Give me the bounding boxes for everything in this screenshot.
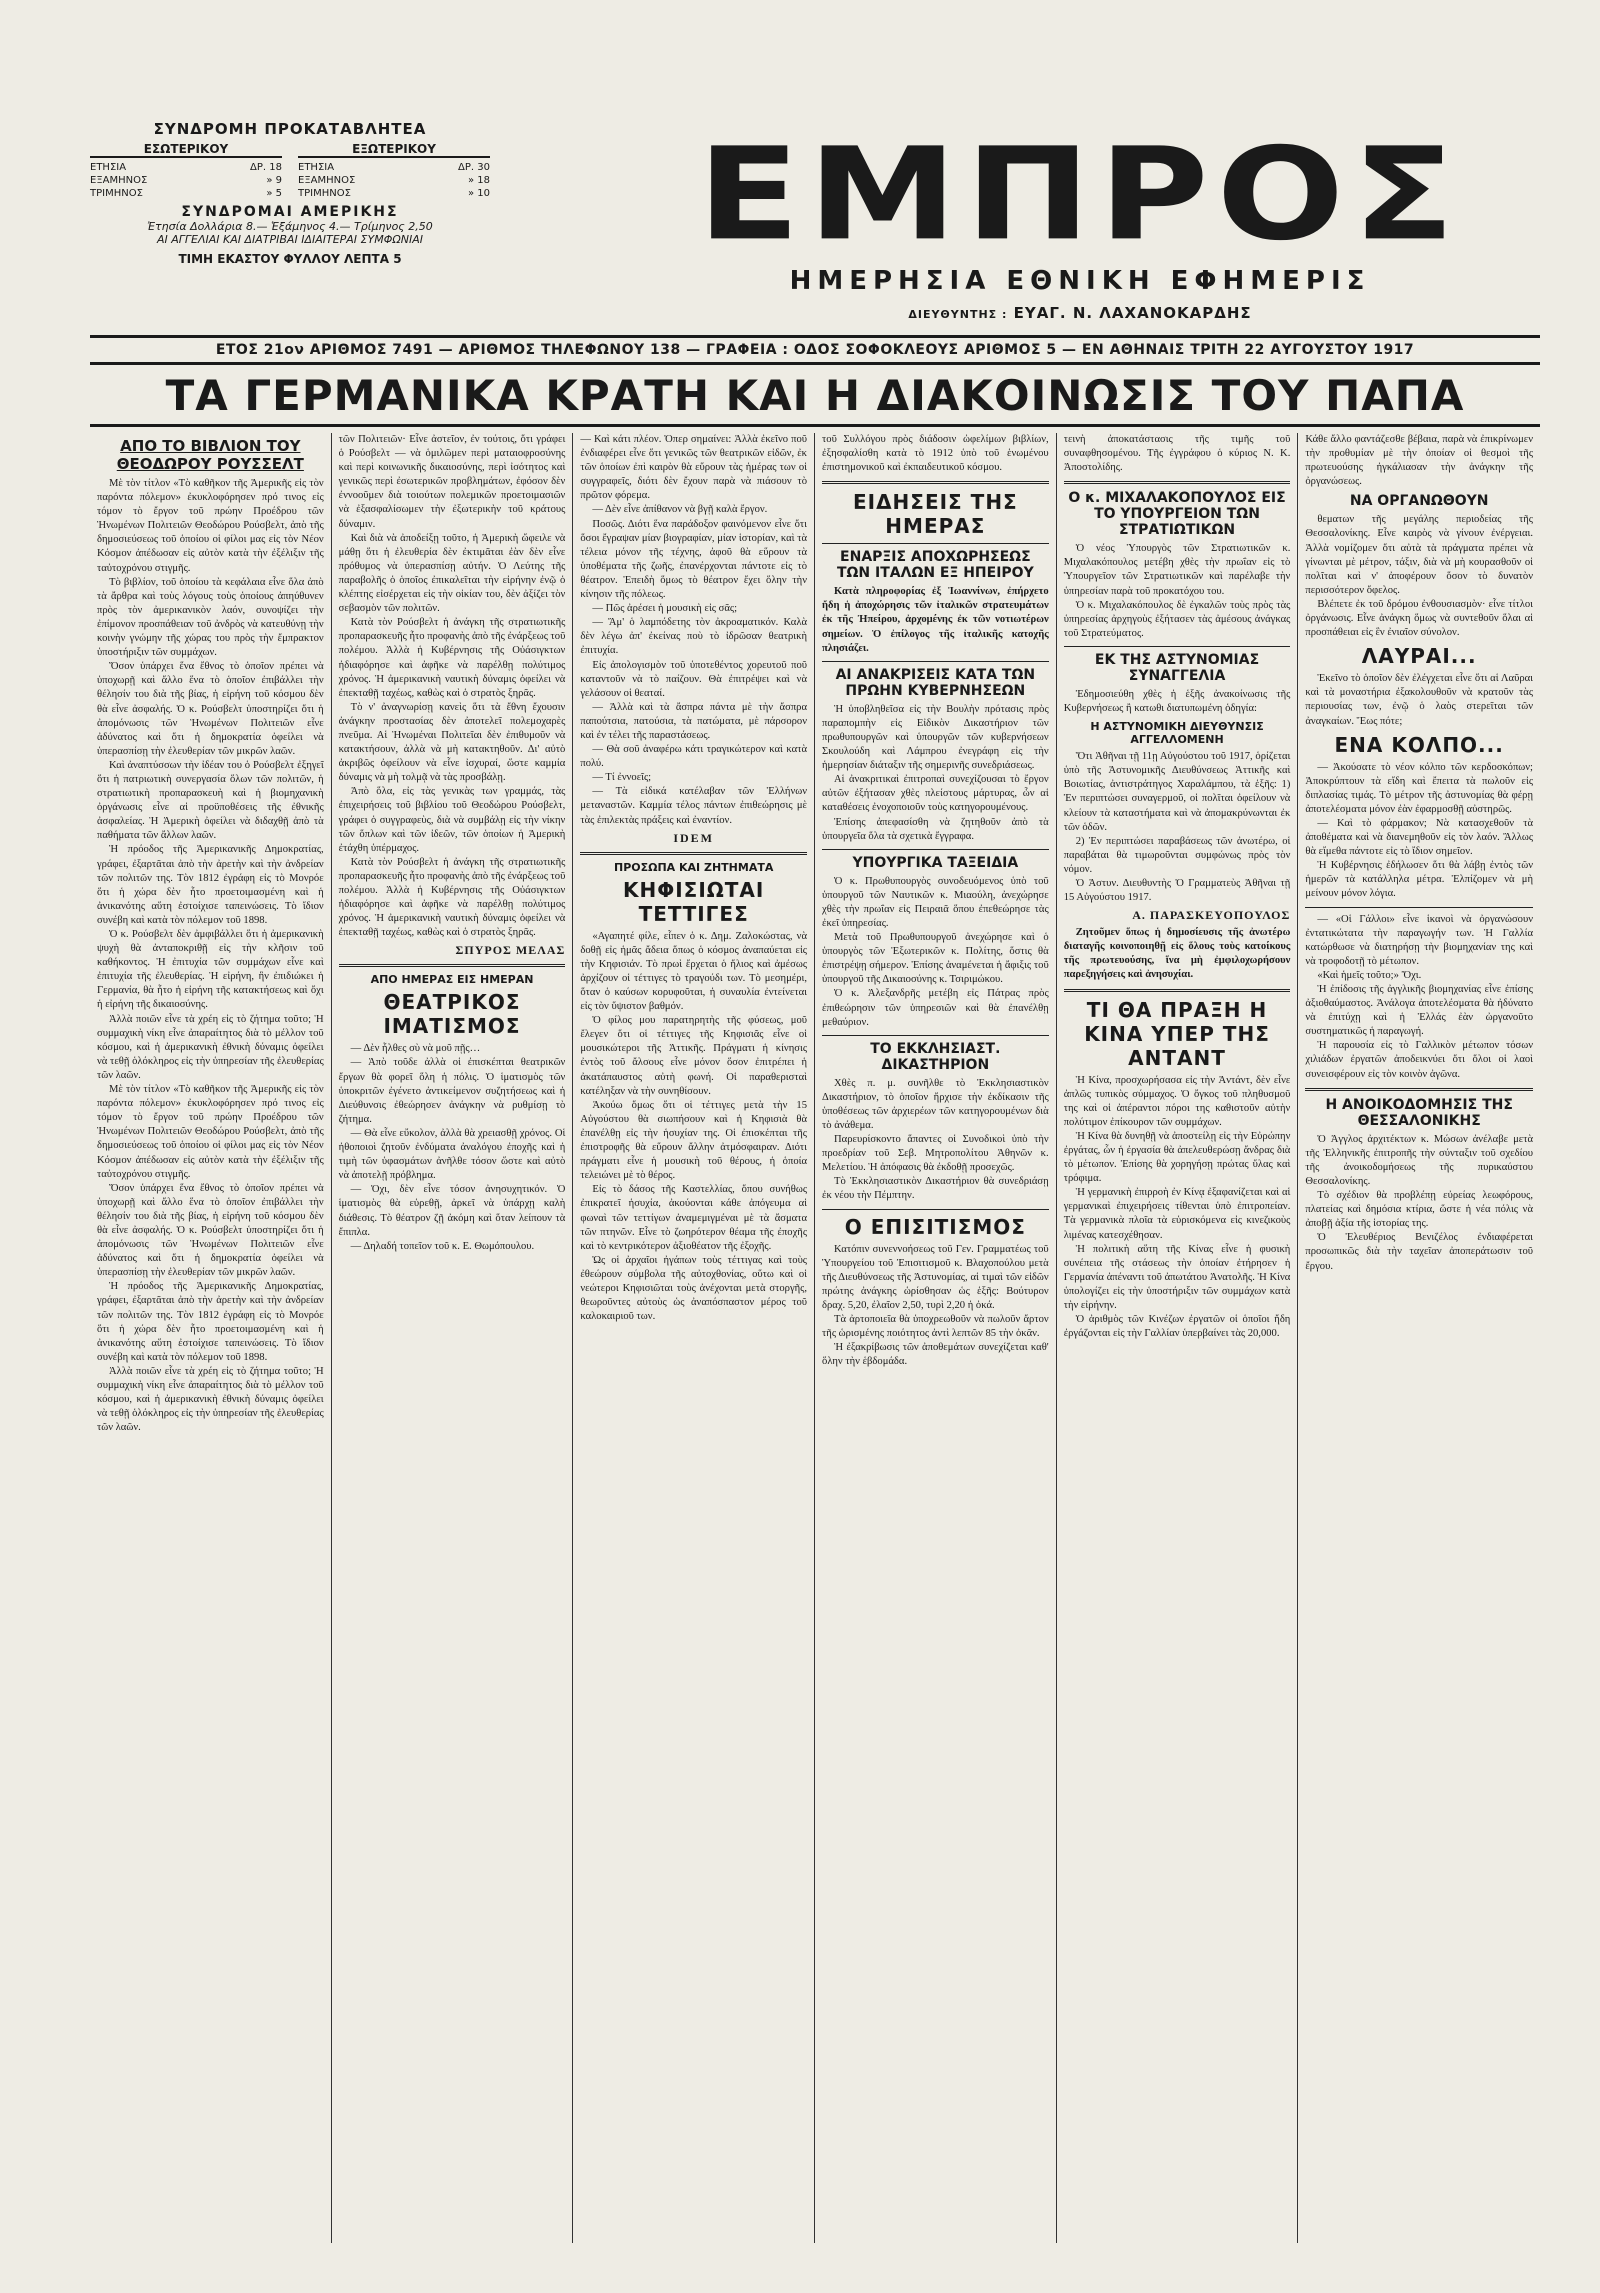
divider	[1064, 989, 1291, 992]
paragraph: Κατὰ τὸν Ρούσβελτ ἡ ἀνάγκη τῆς στρατιωτικῆς προπαρασκευῆς ἦτο προφανὴς ἀπὸ τῆς ἐνάρξεως τοῦ πολέμου. Ἀλλὰ ἡ Κυβέρνησις τῆς Οὐάσιγκτων ἠδιαφόρησε καὶ ἀφῆκε νὰ παρέλθῃ πολύτιμος χρόνος. Ἡ ἀμερικανικὴ ναυτικὴ δύναμις ὀφείλει νὰ ἐπεκταθῇ ταχέως, καθὼς καὶ ὁ στρατὸς ξηρᾶς.	[338, 617, 566, 699]
director-name: ΕΥΑΓ. Ν. ΛΑΧΑΝΟΚΑΡΔΗΣ	[1013, 304, 1252, 322]
issue-price: ΤΙΜΗ ΕΚΑΣΤΟΥ ΦΥΛΛΟΥ ΛΕΠΤΑ 5	[178, 252, 402, 266]
paragraph: Ἡ πρόοδος τῆς Ἀμερικανικῆς Δημοκρατίας, γράφει, ἐξαρτᾶται ἀπὸ τὴν ἀρετὴν καὶ τὴν ἀνδρείαν τῶν πολιτῶν της. Τὸν 1812 ἐγράφη εἰς τὸ Μονρόε ὅτι ἡ χώρα δὲν ἦτο προετοιμασμένη καὶ ἡ ἀνικανότης αὕτη ἐστοίχισε ταπεινώσεις. Τὸ ἴδιον συνέβη καὶ κατὰ τὸν πόλεμον τοῦ 1898.	[97, 844, 324, 926]
paragraph: τεινὴ ἀποκατάστασις τῆς τιμῆς τοῦ συναφθησομένου. Τῆς ἐγγράφου ὁ κύριος Ν. Κ. Ἀποστολίδης.	[1063, 434, 1291, 474]
paragraph: Ὁ νέος Ὑπουργὸς τῶν Στρατιωτικῶν κ. Μιχαλακόπουλος μετέβη χθὲς τὴν πρωΐαν εἰς τὸ Ὑπουργεῖον τῶν Στρατιωτικῶν καὶ παρέλαβε τὴν ὑπηρεσίαν παρὰ τοῦ προκατόχου του.	[1063, 543, 1291, 597]
section-label: ΑΠΟ ΗΜΕΡΑΣ ΕΙΣ ΗΜΕΡΑΝ	[370, 973, 534, 987]
america-title: ΣΥΝΔΡΟΜΑΙ ΑΜΕΡΙΚΗΣ	[181, 204, 399, 220]
paragraph: Ὁ Ἀστυν. Διευθυντὴς Ὁ Γραμματεὺς Ἀθῆναι τῇ 15 Αὐγούστου 1917.	[1063, 877, 1291, 904]
paragraph: Ἡ παρουσία εἰς τὸ Γαλλικὸν μέτωπον τόσων χιλιάδων ἐργατῶν ἀποδεικνύει ὅτι ὅλοι οἱ λαοὶ συνεισφέρουν εἰς τὸν κοινὸν ἀγῶνα.	[1305, 1040, 1534, 1080]
divider	[1305, 907, 1533, 908]
article-title: ΤΟ ΕΚΚΛΗΣΙΑΣΤ. ΔΙΚΑΣΤΗΡΙΟΝ	[870, 1040, 1001, 1073]
paragraph: — Θὰ σοῦ ἀναφέρω κάτι τραγικώτερον καὶ κατὰ πολύ.	[580, 744, 808, 770]
price-value: » 9	[266, 175, 282, 186]
divider	[339, 964, 566, 967]
article-title: Η ΑΝΟΙΚΟΔΟΜΗΣΙΣ ΤΗΣ ΘΕΣΣΑΛΟΝΙΚΗΣ	[1325, 1096, 1513, 1129]
column-2	[332, 433, 574, 2243]
paragraph: Κατόπιν συνεννοήσεως τοῦ Γεν. Γραμματέως τοῦ Ὑπουργείου τοῦ Ἐπισιτισμοῦ κ. Βλαχοπούλου μετὰ τῆς Διευθύνσεως τῆς Ἀστυνομίας, αἱ τιμαὶ τῶν εἰδῶν πρώτης ἀνάγκης ὡρίσθησαν ὡς ἑξῆς: Βούτυρον δραχ. 5,20, ἐλαῖον 2,50, τυρὶ 2,20 ἡ ὀκά.	[822, 1243, 1049, 1311]
paragraph: Ἀλλὰ ποιῶν εἶνε τὰ χρέη εἰς τὸ ζήτημα τοῦτο; Ἡ συμμαχικὴ νίκη εἶνε ἀπαραίτητος διὰ τὸ μέλλον τοῦ κόσμου, καὶ ἡ ἀμερικανικὴ ἐθνικὴ δύναμις ὀφείλει νὰ τεθῇ ὁλόκληρος εἰς τὴν ὑπηρεσίαν τῆς ἐλευθερίας τῶν λαῶν.	[97, 1365, 324, 1434]
price-label: ΕΤΗΣΙΑ	[298, 162, 335, 173]
article-title: ΘΕΑΤΡΙΚΟΣ ΙΜΑΤΙΣΜΟΣ	[383, 990, 521, 1039]
article-title: ΥΠΟΥΡΓΙΚΑ ΤΑΞΕΙΔΙΑ	[852, 854, 1019, 871]
paragraph: Καὶ ἀναπτύσσων τὴν ἰδέαν του ὁ Ρούσβελτ ἐξηγεῖ ὅτι ἡ πατριωτικὴ συνεργασία ὅλων τῶν πολιτῶν, ἡ στρατιωτικὴ προπαρασκευὴ καὶ ἡ βιομηχανικὴ ὀργάνωσις εἶνε αἱ προϋποθέσεις τῆς ἐθνικῆς ἀσφαλείας. Ἡ Ἀμερικὴ ὀφείλει νὰ διδαχθῇ ἀπὸ τὰ παθήματα τῶν ἄλλων λαῶν.	[97, 759, 324, 842]
divider	[1305, 1088, 1533, 1091]
paragraph: — Δηλαδή τοπεῖον τοῦ κ. Ε. Θωμόπουλου.	[350, 1240, 535, 1252]
price-value: » 10	[467, 188, 490, 199]
director-label: ΔΙΕΥΘΥΝΤΗΣ :	[908, 308, 1008, 321]
america-prices: Ἐτησία Δολλάρια 8.— Ἑξάμηνος 4.— Τρίμηνος 2,50	[147, 220, 433, 233]
paragraph: — Πῶς ἀρέσει ἡ μουσικὴ εἰς σᾶς;	[592, 603, 738, 615]
divider	[822, 1209, 1049, 1210]
divider	[1064, 646, 1291, 647]
paragraph: τῶν Πολιτειῶν· Εἶνε ἀστεῖον, ἐν τούτοις, ὅτι γράφει ὁ Ρούσβελτ — νὰ ὁμιλῶμεν περὶ ματαιοφροσύνης καὶ περὶ κοινωνικῆς δικαιοσύνης, περὶ ἰσότητος καὶ γενικῶς περὶ ἐσωτερικῶν προβλημάτων, ἐφόσον δὲν ἐννοοῦμεν διὰ τοιούτων πολεμικῶν προετοιμασιῶν νὰ ἐξασφαλίσωμεν τὴν ἐξωτερικὴν τοῦ κράτους δύναμιν.	[338, 434, 566, 530]
paragraph: Τὸ σχέδιον θὰ προβλέπῃ εὐρείας λεωφόρους, πλατείας καὶ δημόσια κτίρια, ὥστε ἡ νέα πόλις νὰ ἀποβῇ ἀξία τῆς ἱστορίας της.	[1305, 1190, 1534, 1230]
paragraph: Ἐπίσης ἀπεφασίσθη νὰ ζητηθοῦν ἀπὸ τὰ ὑπουργεῖα ὅλα τὰ σχετικὰ ἔγγραφα.	[822, 816, 1049, 842]
paragraph: Εἰς ἀπολογισμὸν τοῦ ὑποτεθέντος χορευτοῦ ποῦ καταντοῦν νὰ τὸ παίζουν. Θὰ ἐπιτρέψει καὶ νὰ γελάσουν οἱ θεαταί.	[580, 659, 808, 699]
article-title: ΛΑΥΡΑΙ...	[1361, 644, 1477, 669]
paragraph: θεματων τῆς μεγάλης περιοδείας τῆς Θεσσαλονίκης. Εἶνε καιρὸς νὰ γίνουν ἐνέργειαι. Ἀλλὰ νομίζομεν ὅτι αὐτὰ τὰ πράγματα πρέπει νὰ γίνωνται μὲ μέτρον, τάξιν, διὰ νὰ μὴ κουρασθοῦν οἱ πολῖται καὶ ν' ἀποφέρουν ὅσον τὸ δυνατὸν περισσότερον ὄφελος.	[1305, 514, 1534, 596]
article-title: ΚΗΦΙΣΙΩΤΑΙ ΤΕΤΤΙΓΕΣ	[623, 877, 765, 926]
divider	[822, 543, 1049, 544]
domestic-prices	[90, 142, 282, 200]
paragraph: — Καὶ κάτι πλέον. Ὁπερ σημαίνει: Ἀλλὰ ἐκεῖνο ποῦ ἐνδιαφέρει εἶνε ὅτι γενικῶς τῶν θεατρικῶν εἰδῶν, ἐκ τῶν ὁποίων ἐπὶ καιρὸν θὰ εὕρουν τὰς ἡμέρας των οἱ συγγραφεῖς, διότι δὲν ἔχουν παρὰ νὰ πιάσουν τὸ πρῶτον φόρεμα.	[580, 434, 808, 502]
price-label: ΕΞΑΜΗΝΟΣ	[90, 175, 148, 186]
paragraph: Ὅσον ὑπάρχει ἕνα ἔθνος τὸ ὁποῖον πρέπει νὰ ὑποχωρῇ καὶ ἄλλο ἕνα τὸ ὁποῖον ἐπιβάλλει τὴν θέλησίν του διὰ τῆς βίας, ἡ εἰρήνη τοῦ κόσμου δὲν θὰ εἶνε ἀσφαλής. Ὁ κ. Ρούσβελτ ὑποστηρίζει ὅτι ἡ ἀπομόνωσις τῶν Ἡνωμένων Πολιτειῶν εἶνε ἀδύνατος καὶ ὅτι ἡ δημοκρατία ὀφείλει νὰ ὑπερασπίσῃ τὴν ἐλευθερίαν τῶν μικρῶν λαῶν.	[97, 1182, 324, 1279]
paragraph: Ἡ ἐπίδοσις τῆς ἀγγλικῆς βιομηχανίας εἶνε ἐπίσης ἀξιοθαύμαστος. Ἀνάλογα ἀποτελέσματα θὰ ἠδύνατο νὰ ἐπιτύχῃ καὶ ἡ Ἑλλάς ἐὰν ὠργανοῦτο συστηματικῶς ἡ παραγωγή.	[1305, 984, 1534, 1038]
paragraph: Ὅτι Ἀθῆναι τῇ 11ῃ Αὐγούστου τοῦ 1917, ὁρίζεται ὑπὸ τῆς Ἀστυνομικῆς Διευθύνσεως Ἀττικῆς καὶ Βοιωτίας, ἀντιστράτηγος Χαραλάμπου, τὰ ἑξῆς: 1) Ἐν περιπτώσει συναγερμοῦ, οἱ πολῖται ὀφείλουν νὰ κλείουν τὰ καταστήματα καὶ νὰ ἀπομακρύνωνται ἐκ τῶν ὁδῶν.	[1063, 751, 1291, 833]
paragraph: Ἡ πολιτικὴ αὕτη τῆς Κίνας εἶνε ἡ φυσικὴ συνέπεια τῆς στάσεως τὴν ὁποίαν ἐτήρησεν ἡ Γερμανία ἀπέναντι τοῦ ἀπωτάτου Ἀνατολῆς. Ἡ Κίνα ὑπολογίζει εἰς τὴν ὑποστήριξιν τῶν συμμάχων κατὰ τὴν εἰρήνην.	[1063, 1243, 1291, 1312]
issue-info-bar: ΕΤΟΣ 21ον ΑΡΙΘΜΟΣ 7491 — ΑΡΙΘΜΟΣ ΤΗΛΕΦΩΝΟΥ 138 — ΓΡΑΦΕΙΑ : ΟΔΟΣ ΣΟΦΟΚΛΕΟΥΣ ΑΡΙΘΜΟΣ 5 — ΕΝ ΑΘΗΝΑΙΣ ΤΡΙΤΗ 22 ΑΥΓΟΥΣΤΟΥ 1917	[90, 335, 1540, 365]
paragraph: Ὁ φίλος μου παρατηρητὴς τῆς φύσεως, μοῦ ἔλεγεν ὅτι οἱ τέττιγες τῆς Κηφισιᾶς εἶνε οἱ μουσικώτεροι τῆς Ἀττικῆς. Πράγματι ἡ κίνησις ἐντὸς τοῦ ἄλσους εἶνε μόνον ὅσον ἐπιτρέπει ἡ ἀκατάπαυστος αὐτὴ φωνή. Οἱ παραθερισταὶ κατέληξαν νὰ τὴν συνηθίσουν.	[580, 1015, 808, 1097]
paragraph: Ὅσον ὑπάρχει ἕνα ἔθνος τὸ ὁποῖον πρέπει νὰ ὑποχωρῇ καὶ ἄλλο ἕνα τὸ ὁποῖον ἐπιβάλλει τὴν θέλησίν του διὰ τῆς βίας, ἡ εἰρήνη τοῦ κόσμου δὲν θὰ εἶνε ἀσφαλής. Ὁ κ. Ρούσβελτ ὑποστηρίζει ὅτι ἡ ἀπομόνωσις τῶν Ἡνωμένων Πολιτειῶν εἶνε ἀδύνατος καὶ ὅτι ἡ δημοκρατία ὀφείλει νὰ ὑπερασπίσῃ τὴν ἐλευθερίαν τῶν μικρῶν λαῶν.	[97, 661, 324, 757]
domestic-header: ΕΣΩΤΕΡΙΚΟΥ	[90, 142, 282, 158]
main-headline: ΤΑ ΓΕΡΜΑΝΙΚΑ ΚΡΑΤΗ ΚΑΙ Η ΔΙΑΚΟΙΝΩΣΙΣ ΤΟΥ ΠΑΠΑ	[90, 365, 1540, 427]
paragraph: Καὶ διὰ νὰ ἀποδείξῃ τοῦτο, ἡ Ἀμερικὴ ὤφειλε νὰ μάθῃ ὅτι ἡ ἐλευθερία δὲν ἐκτιμᾶται ἐὰν δὲν εἶνε πρόθυμος νὰ ὑπερασπίσῃ αὐτήν. Ὁ Λεύτης τῆς παραβολῆς ὁ ὁποῖος ἐπικαλεῖται τὴν εἰρήνην ἐνῷ ὁ κλέπτης εἰσέρχεται εἰς τὴν οἰκίαν του, δὲν ἀξίζει τὸν σεβασμὸν τῶν πολιτῶν.	[338, 532, 566, 615]
price-label: ΕΤΗΣΙΑ	[90, 162, 127, 173]
paragraph: — Τί ἐννοεῖς;	[592, 772, 652, 784]
subscription-title: ΣΥΝΔΡΟΜΗ ΠΡΟΚΑΤΑΒΛΗΤΕΑ	[153, 120, 427, 138]
paragraph: Ὁ κ. Ἀλεξανδρῆς μετέβη εἰς Πάτρας πρὸς ἐπιθεώρησιν τῶν ὑπηρεσιῶν καὶ θὰ ἐπανέλθῃ μεθαύριον.	[822, 988, 1049, 1028]
paragraph: «Αγαπητέ φίλε, εἶπεν ὁ κ. Δημ. Ζαλοκώστας, νὰ δοθῇ εἰς ἡμᾶς ἄδεια ὅπως ὁ κόσμος ἀναπαύεται εἰς τὴν Κηφισιάν. Τὸ πρωὶ ἔρχεται ὁ ἥλιος καὶ ἀμέσως ἀρχίζουν οἱ τέττιγες τὸ τραγούδι των. Τὸ μεσημέρι, ὅταν ὁ καύσων κορυφοῦται, ἡ συναυλία ἐντείνεται εἰς τὸν ὕψιστον βαθμόν.	[580, 930, 808, 1013]
paragraph: Τὸ Ἐκκλησιαστικὸν Δικαστήριον θὰ συνεδριάσῃ ἐκ νέου τὴν Πέμπτην.	[822, 1176, 1049, 1202]
paragraph: — Θὰ εἶνε εὔκολον, ἀλλὰ θὰ χρειασθῇ χρόνος. Οἱ ἠθοποιοὶ ζητοῦν ἐνδύματα ἀναλόγου ἐποχῆς καὶ ἡ τιμὴ τῶν ὑφασμάτων ἀνῆλθε τόσον ὥστε καὶ αὐτὸ νὰ ἀποτελῇ πρόβλημα.	[338, 1127, 566, 1182]
column-6	[1298, 433, 1540, 2243]
paragraph: Ὁ κ. Ρούσβελτ δὲν ἀμφιβάλλει ὅτι ἡ ἀμερικανικὴ ψυχὴ θὰ ἀνταποκριθῇ εἰς τὴν κλῆσιν τοῦ καθήκοντος. Ἡ ἐπιτυχία τῶν συμμάχων εἶνε καὶ ἐπιτυχία τῆς ἐλευθερίας. Ἡ εἰρήνη, ἣν ἐπιδιώκει ἡ Γερμανία, θὰ ἦτο ἡ εἰρήνη τῆς κατακτήσεως καὶ ὄχι ἡ εἰρήνη τῆς δικαιοσύνης.	[97, 929, 324, 1011]
paragraph: Ἀκούω ὅμως ὅτι οἱ τέττιγες μετὰ τὴν 15 Αὐγούστου θὰ σιωπήσουν καὶ ἡ Κηφισιὰ θὰ ἐπανέλθῃ εἰς τὴν ἡσυχίαν της. Οἱ ἐπισκέπται τῆς ἐπιστροφῆς θὰ εὕρουν ἄλλην ἀτμόσφαιραν. Διότι πράγματι εἶνε ἡ μουσικὴ τοῦ θέρους, ἡ ὁποία τελειώνει μὲ τὸ θέρος.	[580, 1099, 808, 1182]
paragraph: Μὲ τὸν τίτλον «Τὸ καθῆκον τῆς Ἀμερικῆς εἰς τὸν παρόντα πόλεμον» ἐκυκλοφόρησεν πρό τινος εἰς τόμον τὸ ἔργον τοῦ πρώην Προέδρου τῶν Ἡνωμένων Πολιτειῶν Θεοδώρου Ρούσβελτ, ἀπὸ τῆς δημοσιεύσεως τοῦ ὁποίου οἱ φίλοι μας εἰς τὸν Νέον Κόσμον ἀπέδωσαν εἰς αὐτὸν κατὰ τὴν ἐξέλιξιν τῆς ταὐτοχρόνου στιγμῆς.	[97, 1084, 324, 1180]
column-4	[815, 433, 1057, 2243]
paragraph: Ἡ ἐξακρίβωσις τῶν ἀποθεμάτων συνεχίζεται καθ' ὅλην τὴν ἑβδομάδα.	[822, 1342, 1049, 1368]
paragraph: — Ὀχι, δὲν εἶνε τόσον ἀνησυχητικόν. Ὁ ἱματισμὸς θὰ εὑρεθῇ, ἀρκεῖ νὰ ὑπάρχῃ καλὴ διάθεσις. Τὸ θέατρον ζῇ ἀκόμη καὶ ὅταν λείπουν τὰ ἔπιπλα.	[338, 1184, 566, 1238]
article-title: Ο ΕΠΙΣΙΤΙΣΜΟΣ	[844, 1214, 1026, 1239]
paragraph: — «Οἱ Γάλλοι» εἶνε ἱκανοὶ νὰ ὀργανώσουν ἐντατικώτατα τὴν παραγωγήν των. Ἡ Γαλλία κατώρθωσε νὰ διατηρήσῃ τὴν βιομηχανίαν της καὶ νὰ τροφοδοτῇ τὸ μέτωπον.	[1305, 913, 1534, 967]
author-signature: ΣΠΥΡΟΣ ΜΕΛΑΣ	[455, 943, 566, 958]
paragraph: Ἡ Κίνα, προσχωρήσασα εἰς τὴν Ἀντάντ, δὲν εἶνε ἀπλῶς τυπικὸς σύμμαχος. Ὁ ὄγκος τοῦ πληθυσμοῦ της καὶ οἱ ἀπέραντοι πόροι της καθιστοῦν αὐτὴν πολύτιμον ἐπίκουρον τῶν συμμάχων.	[1063, 1074, 1291, 1128]
paragraph: Βλέπετε ἐκ τοῦ δρόμου ἐνθουσιασμὸν· εἶνε τίτλοι ὀργάνωσις. Εἶνε ἀνάγκη ὅμως νὰ συντεθοῦν ὅλαι αἱ προσπάθειαι εἰς ἓν ἐνιαῖον σύνολον.	[1305, 598, 1534, 639]
paragraph: Ζητοῦμεν ὅπως ἡ δημοσίευσις τῆς ἀνωτέρω διαταγῆς κοινοποιηθῇ εἰς ὅλους τοὺς κατοίκους τῆς πρωτευούσης, ἵνα μὴ ἐμφιλοχωρήσουν παρεξηγήσεις καὶ ἀνησυχίαι.	[1063, 927, 1291, 981]
article-title: ΕΝΑ ΚΟΛΠΟ...	[1334, 732, 1504, 757]
divider	[1064, 481, 1291, 484]
notice-heading: Η ΑΣΤΥΝΟΜΙΚΗ ΔΙΕΥΘΥΝΣΙΣ ΑΓΓΕΛΛΟΜΕΝΗ	[1090, 720, 1264, 747]
paragraph: — Δὲν εἶνε ἀπίθανον νὰ βγῇ καλὰ ἔργον.	[592, 504, 768, 516]
paragraph: Τὸ βιβλίον, τοῦ ὁποίου τὰ κεφάλαια εἶνε ὅλα ἀπὸ τὰ ἄρθρα καὶ τοὺς λόγους τοὺς ὁποίους ἀπηύθυνεν πρὸς τὸν ἀμερικανικὸν λαόν, συνοψίζει τὴν ἐπίμονον προσπάθειαν τοῦ ἀνδρὸς νὰ κατευθύνῃ τὴν κοινὴν γνώμην τῆς χώρας του πρὸς τὴν ἔμπρακτον ὑποστήριξιν τῶν συμμάχων.	[97, 576, 324, 659]
paragraph: Ποσῶς. Διότι ἕνα παράδοξον φαινόμενον εἶνε ὅτι ὅσοι ἔγραψαν μίαν βιογραφίαν, μίαν ἱστορίαν, καὶ τὰ τέλεια μόνον τῆς τέχνης, ἀφοῦ θὰ εὕρουν τὰ ὑποθέματα τῆς ζωῆς, ἐπανέρχονται πάντοτε εἰς τὸ θέατρον. Ἐπειδὴ ὅμως τὸ θέατρον ἔχει ὅλην τὴν κίνησιν τῆς πόλεως.	[580, 518, 808, 601]
column-5	[1057, 433, 1299, 2243]
paragraph: Ὡς οἱ ἀρχαῖοι ἠγάπων τοὺς τέττιγας καὶ τοὺς ἐθεώρουν σύμβολα τῆς αὐτοχθονίας, οὕτω καὶ οἱ νεώτεροι Κηφισιῶται τοὺς ἀνέχονται μετὰ στοργῆς, θεωροῦντες αὐτοὺς ὡς ἀναπόσπαστον μέρος τοῦ καλοκαιριοῦ των.	[580, 1254, 808, 1323]
price-value: ΔΡ. 18	[250, 162, 282, 173]
brand-block	[650, 121, 1510, 322]
paragraph: Κατὰ πληροφορίας ἐξ Ἰωαννίνων, ἐπήρχετο ἤδη ἡ ἀποχώρησις τῶν ἰταλικῶν στρατευμάτων ἐκ τῆς Ἠπείρου, ἀρχομένης ἐκ τῶν νοτιωτέρων σημείων. Ὁ ἐπίλογος τῆς ἰταλικῆς κατοχῆς πλησιάζει.	[822, 586, 1049, 654]
paragraph: — Δὲν ἦλθες σὺ νὰ μοῦ πῇς…	[350, 1043, 481, 1055]
paragraph: Ἡ Κίνα θὰ δυνηθῇ νὰ ἀποστείλῃ εἰς τὴν Εὐρώπην ἐργάτας, ὧν ἡ ἐργασία θὰ ἀπελευθερώσῃ ἄνδρας διὰ τὸ μέτωπον. Ἐπίσης θὰ χορηγήσῃ πρώτας ὕλας καὶ τρόφιμα.	[1063, 1130, 1291, 1185]
paragraph: 2) Ἐν περιπτώσει παραβάσεως τῶν ἀνωτέρω, οἱ παραβάται θὰ τιμωροῦνται συμφώνως πρὸς τὸν νόμον.	[1063, 835, 1291, 875]
paragraph: Εἰς τὸ δάσος τῆς Καστελλίας, ὅπου συνήθως ἐπικρατεῖ ἡσυχία, ἀκούονται κάθε ἀπόγευμα αἱ φωναὶ τῶν τεττίγων ἀναμεμιγμέναι μὲ τὰ ἄσματα τῶν πτηνῶν. Εἶνε τὸ ζωηρότερον θέαμα τῆς ἐποχῆς καὶ τὸ κεντρικότερον ἀξιοθέατον τῆς ἐξοχῆς.	[580, 1184, 808, 1252]
article-title: ΝΑ ΟΡΓΑΝΩΘΟΥΝ	[1349, 493, 1489, 510]
newspaper-logo: ΕΜΠΡΟΣ	[697, 121, 1463, 269]
paragraph: — Ἀκούσατε τὸ νέον κόλπο τῶν κερδοσκόπων; Ἀποκρύπτουν τὰ εἴδη καὶ ἔπειτα τὰ πωλοῦν εἰς διπλασίας τιμάς. Τὸ μέτρον τῆς ἀστυνομίας θὰ φέρῃ ἀποτελέσματα μόνον ἐὰν ἐφαρμοσθῇ αὐστηρῶς.	[1305, 761, 1534, 815]
paragraph: Τὰ ἀρτοποιεῖα θὰ ὑποχρεωθοῦν νὰ πωλοῦν ἄρτον τῆς ὡρισμένης ποιότητος ἀντὶ λεπτῶν 85 τὴν ὀκᾶν.	[822, 1314, 1049, 1340]
price-value: » 5	[266, 188, 282, 199]
article-title: ΑΠΟ ΤΟ ΒΙΒΛΙΟΝ ΤΟΥ ΘΕΟΔΩΡΟΥ ΡΟΥΣΣΕΛΤ	[116, 437, 304, 473]
foreign-header: ΕΞΩΤΕΡΙΚΟΥ	[298, 142, 490, 158]
paragraph: — Τὰ εἰδικά κατέλαβαν τῶν Ἑλλήνων μεταναστῶν. Καμμία τέλος πάντων ἐπιθεώρησις μὲ τὰς ἐπιλεκτὰς πράξεις καὶ ἐναντίον.	[580, 786, 808, 826]
article-title: ΑΙ ΑΝΑΚΡΙΣΕΙΣ ΚΑΤΑ ΤΩΝ ΠΡΩΗΝ ΚΥΒΕΡΝΗΣΕΩΝ	[835, 666, 1036, 699]
price-label: ΤΡΙΜΗΝΟΣ	[298, 188, 351, 199]
column-3	[573, 433, 815, 2243]
paragraph: — Ἀπὸ τοῦδε ἀλλὰ οἱ ἐπισκέπται θεατρικῶν ἔργων θὰ φορεῖ ὅλη ἡ πόλις. Ὁ ἱματισμὸς τῶν ὑποκριτῶν ἐγένετο ἀντικείμενον συζητήσεως καὶ ἡ Διεύθυνσις ἐθεώρησεν ἀνάγκην νὰ ρυθμίσῃ τὸ ζήτημα.	[338, 1057, 566, 1125]
paragraph: Κάθε ἄλλο φαντάζεσθε βέβαια, παρὰ νὰ ἐπικρίνωμεν τὴν προθυμίαν μὲ τὴν ὁποίαν οἱ θεσμοὶ τῆς πρωτευούσης ἠγκάλιασαν τὴν ἀνάγκην τῆς ὀργανώσεως.	[1305, 434, 1534, 488]
paragraph: Ὁ κ. Πρωθυπουργὸς συνοδευόμενος ὑπὸ τοῦ ὑπουργοῦ τῶν Ναυτικῶν κ. Μιαούλη, ἀνεχώρησε χθὲς τὴν πρωΐαν εἰς Πειραιᾶ ὅπου ἐπεθεώρησε τὰς ἐκεῖ ὑπηρεσίας.	[822, 875, 1049, 929]
paragraph: Ὁ Ἀγγλος ἀρχιτέκτων κ. Μώσων ἀνέλαβε μετὰ τῆς Ἑλληνικῆς ἐπιτροπῆς τὴν σύνταξιν τοῦ σχεδίου τῆς ἀνοικοδομήσεως τῆς πυρικαύστου Θεσσαλονίκης.	[1305, 1133, 1534, 1187]
divider	[580, 852, 807, 855]
paragraph: Μετὰ τοῦ Πρωθυπουργοῦ ἀνεχώρησε καὶ ὁ ὑπουργὸς τῶν Ἐξωτερικῶν κ. Πολίτης, ὅστις θὰ ἐπιστρέψῃ σήμερον. Ἐπίσης ἀναμένεται ἡ ἄφιξις τοῦ ὑπουργοῦ τῆς Δικαιοσύνης κ. Τσιριμώκου.	[822, 932, 1049, 986]
author-signature: Α. ΠΑΡΑΣΚΕΥΟΠΟΥΛΟΣ	[1132, 908, 1291, 923]
paragraph: τοῦ Συλλόγου πρὸς διάδοσιν ὠφελίμων βιβλίων, ἐξησφαλίσθη κατὰ τὸ 1912 ὑπὸ τοῦ ἑνωμένου ἐπιστημονικοῦ καὶ ἐκπαιδευτικοῦ κόσμου.	[822, 434, 1049, 474]
paragraph: Κατὰ τὸν Ρούσβελτ ἡ ἀνάγκη τῆς στρατιωτικῆς προπαρασκευῆς ἦτο προφανὴς ἀπὸ τῆς ἐνάρξεως τοῦ πολέμου. Ἀλλὰ ἡ Κυβέρνησις τῆς Οὐάσιγκτων ἠδιαφόρησε καὶ ἀφῆκε νὰ παρέλθῃ πολύτιμος χρόνος. Ἡ ἀμερικανικὴ ναυτικὴ δύναμις ὀφείλει νὰ ἐπεκταθῇ ταχέως, καθὼς καὶ ὁ στρατὸς ξηρᾶς.	[338, 856, 566, 939]
director-line	[650, 304, 1510, 322]
paragraph: Ἡ γερμανικὴ ἐπιρροὴ ἐν Κίνᾳ ἐξαφανίζεται καὶ αἱ γερμανικαὶ ἐπιχειρήσεις τίθενται ὑπὸ ἐπιτροπείαν. Τὰ γερμανικὰ πλοῖα τὰ εὑρισκόμενα εἰς κινεζικοὺς λιμένας κατεσχέθησαν.	[1063, 1187, 1291, 1241]
article-title: ΤΙ ΘΑ ΠΡΑΞΗ Η ΚΙΝΑ ΥΠΕΡ ΤΗΣ ΑΝΤΑΝΤ	[1084, 997, 1270, 1070]
paragraph: — Ἀλλὰ καὶ τὰ ἄσπρα πάντα μὲ τὴν ἄσπρα παπούτσια, πατούσια, τὰ πατώματα, μὲ πάρσορον καὶ ἐν τέλει τῆς παραστάσεως.	[580, 701, 808, 741]
section-label: ΠΡΟΣΩΠΑ ΚΑΙ ΖΗΤΗΜΑΤΑ	[613, 860, 774, 874]
divider	[822, 849, 1049, 850]
ads-line: ΑΙ ΑΓΓΕΛΙΑΙ ΚΑΙ ΔΙΑΤΡΙΒΑΙ ΙΔΙΑΙΤΕΡΑΙ ΣΥΜΦΩΝΙΑΙ	[156, 233, 424, 246]
price-value: » 18	[467, 175, 490, 186]
price-label: ΕΞΑΜΗΝΟΣ	[298, 175, 356, 186]
paragraph: Ἡ πρόοδος τῆς Ἀμερικανικῆς Δημοκρατίας, γράφει, ἐξαρτᾶται ἀπὸ τὴν ἀρετὴν καὶ τὴν ἀνδρείαν τῶν πολιτῶν της. Τὸν 1812 ἐγράφη εἰς τὸ Μονρόε ὅτι ἡ χώρα δὲν ἦτο προετοιμασμένη καὶ ἡ ἀνικανότης αὕτη ἐστοίχισε ταπεινώσεις. Τὸ ἴδιον συνέβη καὶ κατὰ τὸν πόλεμον τοῦ 1898.	[97, 1281, 324, 1363]
paragraph: Παρευρίσκοντο ἅπαντες οἱ Συνοδικοὶ ὑπὸ τὴν προεδρίαν τοῦ Σεβ. Μητροπολίτου Ἀθηνῶν κ. Μελετίου. Ἡ ἀπόφασις θὰ ἐκδοθῇ προσεχῶς.	[822, 1134, 1049, 1174]
paragraph: Ἡ Κυβέρνησις ἐδήλωσεν ὅτι θὰ λάβῃ ἐντὸς τῶν ἡμερῶν τὰ κατάλληλα μέτρα. Ἐλπίζομεν νὰ μὴ μείνουν μόνον λόγια.	[1305, 860, 1534, 900]
price-value: ΔΡ. 30	[458, 162, 490, 173]
price-label: ΤΡΙΜΗΝΟΣ	[90, 188, 143, 199]
paragraph: Ἀλλὰ ποιῶν εἶνε τὰ χρέη εἰς τὸ ζήτημα τοῦτο; Ἡ συμμαχικὴ νίκη εἶνε ἀπαραίτητος διὰ τὸ μέλλον τοῦ κόσμου, καὶ ἡ ἀμερικανικὴ ἐθνικὴ δύναμις ὀφείλει νὰ τεθῇ ὁλόκληρος εἰς τὴν ὑπηρεσίαν τῆς ἐλευθερίας τῶν λαῶν.	[97, 1013, 324, 1081]
article-columns	[90, 433, 1540, 2243]
article-title: ΕΝΑΡΞΙΣ ΑΠΟΧΩΡΗΣΕΩΣ ΤΩΝ ΙΤΑΛΩΝ ΕΞ ΗΠΕΙΡΟΥ	[836, 549, 1034, 582]
column-1	[90, 433, 332, 2243]
article-title: ΕΚ ΤΗΣ ΑΣΤΥΝΟΜΙΑΣ ΣΥΝΑΓΓΕΛΙΑ	[1094, 651, 1260, 684]
paragraph: Ὁ ἀριθμὸς τῶν Κινέζων ἐργατῶν οἱ ὁποῖοι ἤδη ἐργάζονται εἰς τὴν Γαλλίαν ὑπερβαίνει τὰς 20,000.	[1063, 1314, 1291, 1340]
paragraph: Τὸ ν' ἀναγνωρίσῃ κανεὶς ὅτι τὰ ἔθνη ἔχουσιν ἀνάγκην προστασίας δὲν ἀποτελεῖ πολεμοχαρὲς πνεῦμα. Αἱ Ἡνωμέναι Πολιτεῖαι δὲν ἐπιθυμοῦν νὰ κατακτήσουν, ἀλλὰ νὰ μὴ κατακτηθοῦν. Δι' αὐτὸ ἀκριβῶς ὀφείλουν νὰ εἶνε ἰσχυραί, ὥστε καμμία δύναμις νὰ μὴ τολμᾷ νὰ τὰς προσβάλῃ.	[338, 701, 566, 784]
paragraph: Ἐδημοσιεύθη χθὲς ἡ ἑξῆς ἀνακοίνωσις τῆς Κυβερνήσεως ἢ κατωθι διατυπωμένη ὁδηγία:	[1063, 688, 1291, 715]
section-title: ΕΙΔΗΣΕΙΣ ΤΗΣ ΗΜΕΡΑΣ	[852, 490, 1018, 539]
paragraph: Μὲ τὸν τίτλον «Τὸ καθῆκον τῆς Ἀμερικῆς εἰς τὸν παρόντα πόλεμον» ἐκυκλοφόρησεν πρό τινος εἰς τόμον τὸ ἔργον τοῦ πρώην Προέδρου τῶν Ἡνωμένων Πολιτειῶν Θεοδώρου Ρούσβελτ, ἀπὸ τῆς δημοσιεύσεως τοῦ ὁποίου οἱ φίλοι μας εἰς τὸν Νέον Κόσμον ἀπέδωσαν εἰς αὐτὸν κατὰ τὴν ἐξέλιξιν τῆς ταὐτοχρόνου στιγμῆς.	[97, 478, 324, 574]
author-signature: IDEM	[673, 830, 715, 845]
paragraph: Ἀπὸ ὅλα, εἰς τὰς γενικὰς των γραμμάς, τὰς ἐπιχειρήσεις τοῦ βιβλίου τοῦ Θεοδώρου Ρούσβελτ, γράφει ὁ συγγραφεὺς, διὰ νὰ συμβάλῃ εἰς τὴν νίκην τῶν ὅπλων καὶ τῶν ἰδεῶν, τῶν ὁποίων ἡ Ἀμερικὴ ἐτάχθη ὑπέρμαχος.	[338, 786, 566, 854]
foreign-prices	[298, 142, 490, 200]
paragraph: Ἐκεῖνο τὸ ὁποῖον δὲν ἐλέγχεται εἶνε ὅτι αἱ Λαῦραι καὶ τὰ μοναστήρια ἐξακολουθοῦν νὰ κρατοῦν τὰς περιουσίας των, ἐνῷ ὁ λαὸς στερεῖται τῶν ἀναγκαίων. Ἕως πότε;	[1305, 673, 1534, 727]
paragraph: Αἱ ἀνακριτικαὶ ἐπιτροπαὶ συνεχίζουσαι τὸ ἔργον αὐτῶν ἐξήτασαν χθὲς πλείστους μάρτυρας, ὧν αἱ καταθέσεις ἐνοχοποιοῦν τοὺς κατηγορουμένους.	[822, 774, 1049, 814]
divider	[822, 1035, 1049, 1036]
divider	[822, 481, 1049, 484]
masthead	[90, 90, 1540, 325]
paragraph: — Καὶ τὸ φάρμακον; Νὰ κατασχεθοῦν τὰ ἀποθέματα καὶ νὰ διανεμηθοῦν εἰς τὸν λαόν. Ἄλλως θὰ εἴμεθα πάντοτε εἰς τὸ ἴδιον σημεῖον.	[1305, 817, 1534, 858]
paragraph: Ὁ Ἐλευθέριος Βενιζέλος ἐνδιαφέρεται προσωπικῶς διὰ τὴν ταχεῖαν ἀποπεράτωσιν τοῦ ἔργου.	[1305, 1232, 1534, 1272]
paragraph: «Καὶ ἡμεῖς τοῦτο;» Ὄχι.	[1317, 969, 1422, 981]
article-title: Ο κ. ΜΙΧΑΛΑΚΟΠΟΥΛΟΣ ΕΙΣ ΤΟ ΥΠΟΥΡΓΕΙΟΝ ΤΩΝ ΣΤΡΑΤΙΩΤΙΚΩΝ	[1068, 490, 1286, 539]
divider	[822, 661, 1049, 662]
newspaper-subtitle: ΗΜΕΡΗΣΙΑ ΕΘΝΙΚΗ ΕΦΗΜΕΡΙΣ	[789, 266, 1371, 296]
paragraph: — Ἄμ' ὁ λαμπόδετης τὸν ἀκροαματικόν. Καλὰ δὲν λέγω ἀπ' ἐκείνας ποὺ τὸ ἰδρῶσαν θεατρικὴ ἐπιτυχία.	[580, 617, 808, 657]
paragraph: Χθὲς π. μ. συνῆλθε τὸ Ἐκκλησιαστικὸν Δικαστήριον, τὸ ὁποῖον ἤρχισε τὴν ἐκδίκασιν τῆς ὑποθέσεως τῶν ἀρχιερέων τῶν κατηγορουμένων διὰ τὸ ἀνάθεμα.	[822, 1077, 1049, 1131]
paragraph: Ἡ ὑποβληθεῖσα εἰς τὴν Βουλὴν πρότασις πρὸς παραπομπὴν εἰς Εἰδικὸν Δικαστήριον τῶν πρωθυπουργῶν καὶ ὑπουργῶν τῶν κυβερνήσεων Σκουλούδη καὶ Λάμπρου ἐνεγράφη εἰς τὴν ἡμερησίαν διάταξιν τῆς σημερινῆς συνεδριάσεως.	[822, 703, 1049, 772]
paragraph: Ὁ κ. Μιχαλακόπουλος δὲ ἐγκαλῶν τοὺς πρὸς τὰς ὑπηρεσίας ἀρχηγοὺς ἐξήτασεν τὰς ἀμέσους ἀνάγκας τοῦ Στρατεύματος.	[1063, 599, 1291, 639]
subscription-box	[90, 120, 490, 266]
